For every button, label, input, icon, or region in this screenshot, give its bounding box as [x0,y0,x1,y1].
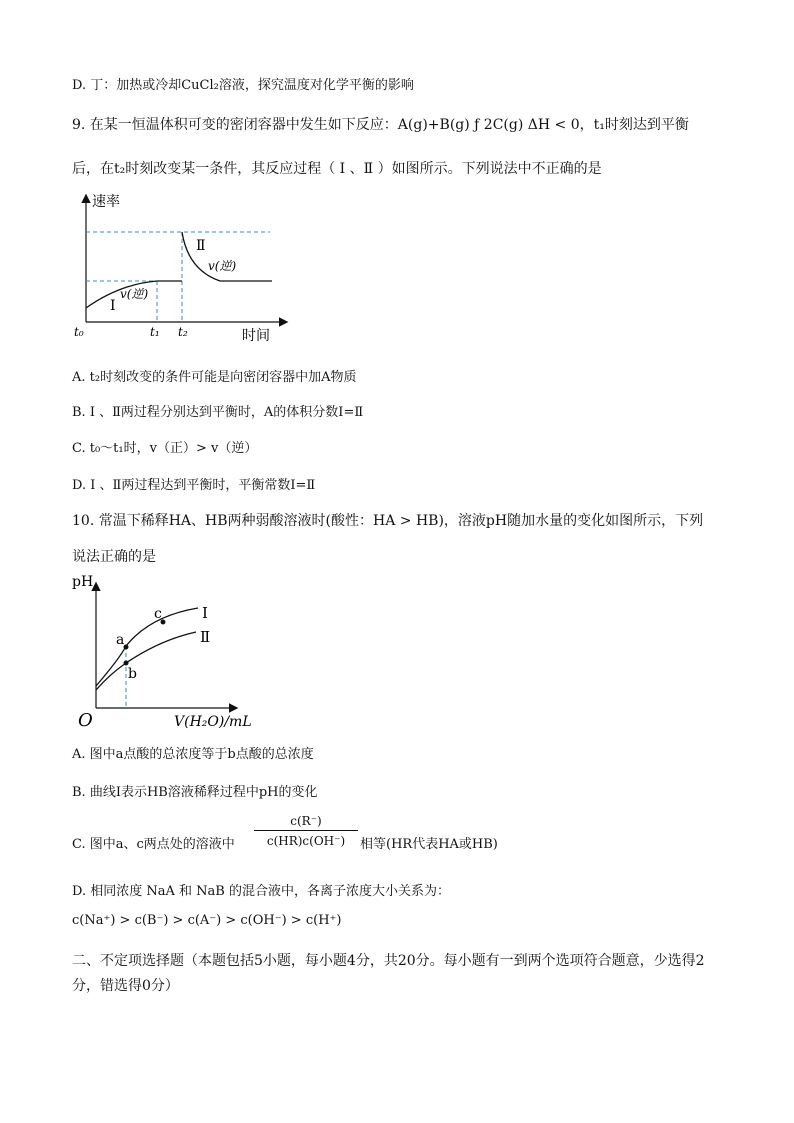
q10-label-c: c [154,606,162,622]
q10-x-label: V(H₂O)/mL [174,714,252,730]
q9-option-b: B. Ⅰ 、Ⅱ两过程分别达到平衡时，A的体积分数Ⅰ=Ⅱ [72,405,364,420]
q10-ph-dilution-graph [70,570,270,732]
q10-option-c-suffix: 相等(HR代表HA或HB) [360,837,498,852]
q10-stem-line1: 10. 常温下稀释HA、HB两种弱酸溶液时(酸性：HA > HB)，溶液pH随加水量的变化如图所示，下列 [72,513,704,529]
q10-point-b [124,661,129,666]
q10-fraction-denominator: c(HR)c(OH⁻) [266,834,346,848]
q9-option-a: A. t₂时刻改变的条件可能是向密闭容器中加A物质 [72,370,357,385]
q10-label-a: a [116,632,125,648]
q9-curve-II-rate: v(逆) [208,259,237,273]
section2-line2: 分，错选得0分） [72,978,179,994]
q9-stem-line2: 后，在t₂时刻改变某一条件，其反应过程（ Ⅰ 、Ⅱ ）如图所示。下列说法中不正确的是 [72,161,602,177]
q10-option-a: A. 图中a点酸的总浓度等于b点酸的总浓度 [72,747,314,762]
q9-option-d: D. Ⅰ 、Ⅱ两过程达到平衡时，平衡常数Ⅰ=Ⅱ [72,478,316,493]
q9-t1-label: t₁ [150,325,160,339]
q10-label-b: b [128,666,137,682]
prev-option-d: D. 丁：加热或冷却CuCl₂溶液，探究温度对化学平衡的影响 [72,78,414,93]
q9-x-label: 时间 [242,328,270,344]
q9-curve-II-label: Ⅱ [196,238,206,254]
q9-t2-label: t₂ [178,325,188,339]
q10-fraction-numerator: c(R⁻) [254,814,358,831]
q10-origin: O [78,710,93,731]
q10-option-c-fraction [254,814,358,848]
q9-rate-time-graph [70,188,300,348]
q10-option-c-prefix: C. 图中a、c两点处的溶液中 [72,837,235,852]
q9-t0-label: t₀ [74,325,84,339]
q10-curve-II-label: Ⅱ [200,628,211,646]
q10-stem-line2: 说法正确的是 [72,549,156,565]
q9-stem-line1: 9. 在某一恒温体积可变的密闭容器中发生如下反应：A(g)+B(g) ƒ 2C(g) ΔH < 0，t₁时刻达到平衡 [72,117,689,133]
q10-y-label: pH [72,574,94,590]
section2-line1: 二、不定项选择题（本题包括5小题，每小题4分，共20分。每小题有一到两个选项符合题意，少选得2 [72,953,705,969]
q9-y-label: 速率 [92,194,120,210]
q10-curve-I-label: Ⅰ [202,604,208,622]
q10-option-b: B. 曲线Ⅰ表示HB溶液稀释过程中pH的变化 [72,785,318,800]
q9-curve-I-label: Ⅰ [110,298,116,314]
q10-option-d-line1: D. 相同浓度 NaA 和 NaB 的混合液中，各离子浓度大小关系为： [72,884,450,899]
q9-option-c: C. t₀～t₁时，v（正）> v（逆） [72,441,258,456]
q9-curve-I-rate: v(逆) [120,287,149,301]
q10-curve-II [96,632,196,690]
q10-option-d-line2: c(Na⁺) > c(B⁻) > c(A⁻) > c(OH⁻) > c(H⁺) [72,913,342,928]
